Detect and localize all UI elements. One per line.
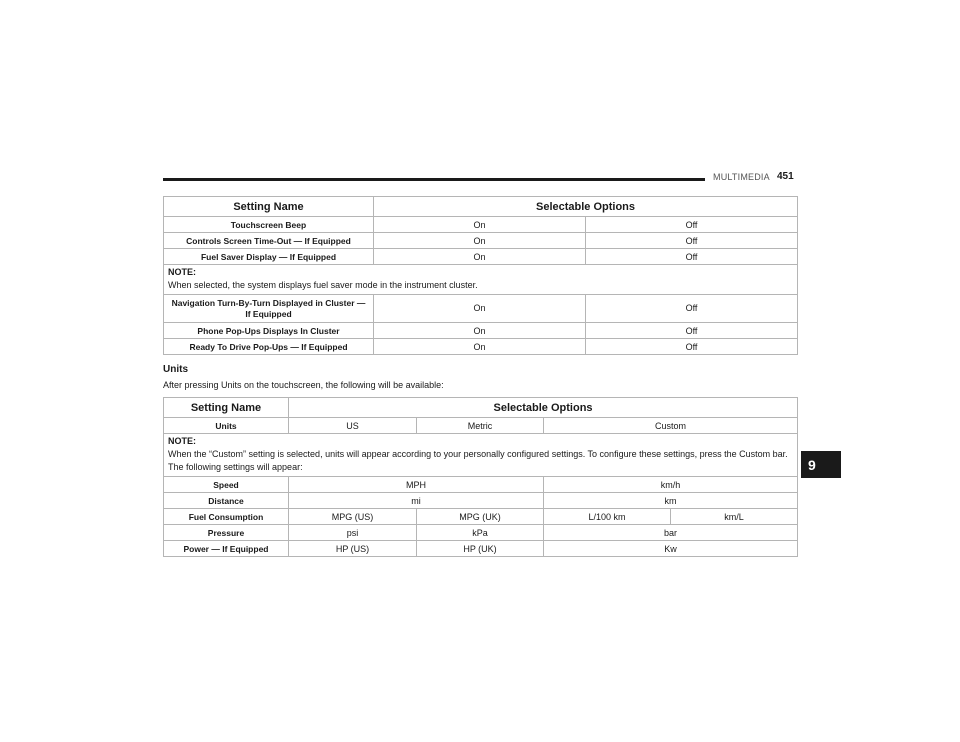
table-row bbox=[164, 295, 798, 323]
table-row bbox=[164, 217, 798, 233]
option-cell: HP (UK) bbox=[417, 541, 544, 557]
option-cell: km bbox=[544, 493, 798, 509]
option-cell: On bbox=[374, 323, 586, 339]
setting-name: Speed bbox=[164, 477, 289, 493]
option-cell: km/h bbox=[544, 477, 798, 493]
table-row bbox=[164, 418, 798, 434]
option-cell: km/L bbox=[671, 509, 798, 525]
option-cell: Off bbox=[586, 323, 798, 339]
section-intro: After pressing Units on the touchscreen, the following will be available: bbox=[163, 380, 444, 390]
note-text: When the “Custom” setting is selected, units will appear according to your personally configured settings. To configure these settings, press the Custom bar. The following settings will appear: bbox=[168, 449, 788, 472]
option-cell: Off bbox=[586, 217, 798, 233]
display-settings-table bbox=[163, 196, 798, 355]
option-cell: psi bbox=[289, 525, 417, 541]
units-table bbox=[163, 397, 798, 557]
table-header-row bbox=[164, 197, 798, 217]
option-cell: L/100 km bbox=[544, 509, 671, 525]
table-row bbox=[164, 323, 798, 339]
column-header: Selectable Options bbox=[374, 197, 798, 217]
option-cell: On bbox=[374, 339, 586, 355]
table-row bbox=[164, 525, 798, 541]
section-name: MULTIMEDIA bbox=[713, 172, 770, 182]
option-cell: kPa bbox=[417, 525, 544, 541]
table-row bbox=[164, 509, 798, 525]
chapter-tab: 9 bbox=[801, 451, 841, 478]
table-row bbox=[164, 477, 798, 493]
column-header: Setting Name bbox=[164, 197, 374, 217]
option-cell: Kw bbox=[544, 541, 798, 557]
page-number: 451 bbox=[777, 171, 794, 182]
setting-name: Controls Screen Time-Out — If Equipped bbox=[164, 233, 374, 249]
note-label: NOTE: bbox=[168, 267, 196, 277]
table-row bbox=[164, 493, 798, 509]
table-row bbox=[164, 541, 798, 557]
option-cell: mi bbox=[289, 493, 544, 509]
option-cell: On bbox=[374, 233, 586, 249]
setting-name: Distance bbox=[164, 493, 289, 509]
option-cell: bar bbox=[544, 525, 798, 541]
header-rule bbox=[163, 178, 705, 181]
option-cell: On bbox=[374, 249, 586, 265]
option-cell: HP (US) bbox=[289, 541, 417, 557]
option-cell: On bbox=[374, 295, 586, 323]
option-cell: MPG (US) bbox=[289, 509, 417, 525]
option-cell: MPH bbox=[289, 477, 544, 493]
setting-name: Fuel Saver Display — If Equipped bbox=[164, 249, 374, 265]
note-text: When selected, the system displays fuel saver mode in the instrument cluster. bbox=[168, 280, 478, 290]
setting-name: Units bbox=[164, 418, 289, 434]
option-cell: Off bbox=[586, 233, 798, 249]
table-header-row bbox=[164, 398, 798, 418]
table-row bbox=[164, 249, 798, 265]
option-cell: MPG (UK) bbox=[417, 509, 544, 525]
column-header: Selectable Options bbox=[289, 398, 798, 418]
setting-name: Pressure bbox=[164, 525, 289, 541]
setting-name: Navigation Turn-By-Turn Displayed in Cluster — If Equipped bbox=[164, 295, 374, 323]
note-label: NOTE: bbox=[168, 436, 196, 446]
table-row bbox=[164, 233, 798, 249]
option-cell: Custom bbox=[544, 418, 798, 434]
setting-name: Fuel Consumption bbox=[164, 509, 289, 525]
note-cell bbox=[164, 265, 798, 295]
option-cell: Metric bbox=[417, 418, 544, 434]
setting-name: Touchscreen Beep bbox=[164, 217, 374, 233]
setting-name: Power — If Equipped bbox=[164, 541, 289, 557]
option-cell: US bbox=[289, 418, 417, 434]
column-header: Setting Name bbox=[164, 398, 289, 418]
note-row bbox=[164, 434, 798, 477]
section-title: Units bbox=[163, 364, 188, 375]
table-row bbox=[164, 339, 798, 355]
option-cell: On bbox=[374, 217, 586, 233]
note-row bbox=[164, 265, 798, 295]
option-cell: Off bbox=[586, 295, 798, 323]
option-cell: Off bbox=[586, 339, 798, 355]
note-cell bbox=[164, 434, 798, 477]
setting-name: Phone Pop-Ups Displays In Cluster bbox=[164, 323, 374, 339]
setting-name: Ready To Drive Pop-Ups — If Equipped bbox=[164, 339, 374, 355]
option-cell: Off bbox=[586, 249, 798, 265]
